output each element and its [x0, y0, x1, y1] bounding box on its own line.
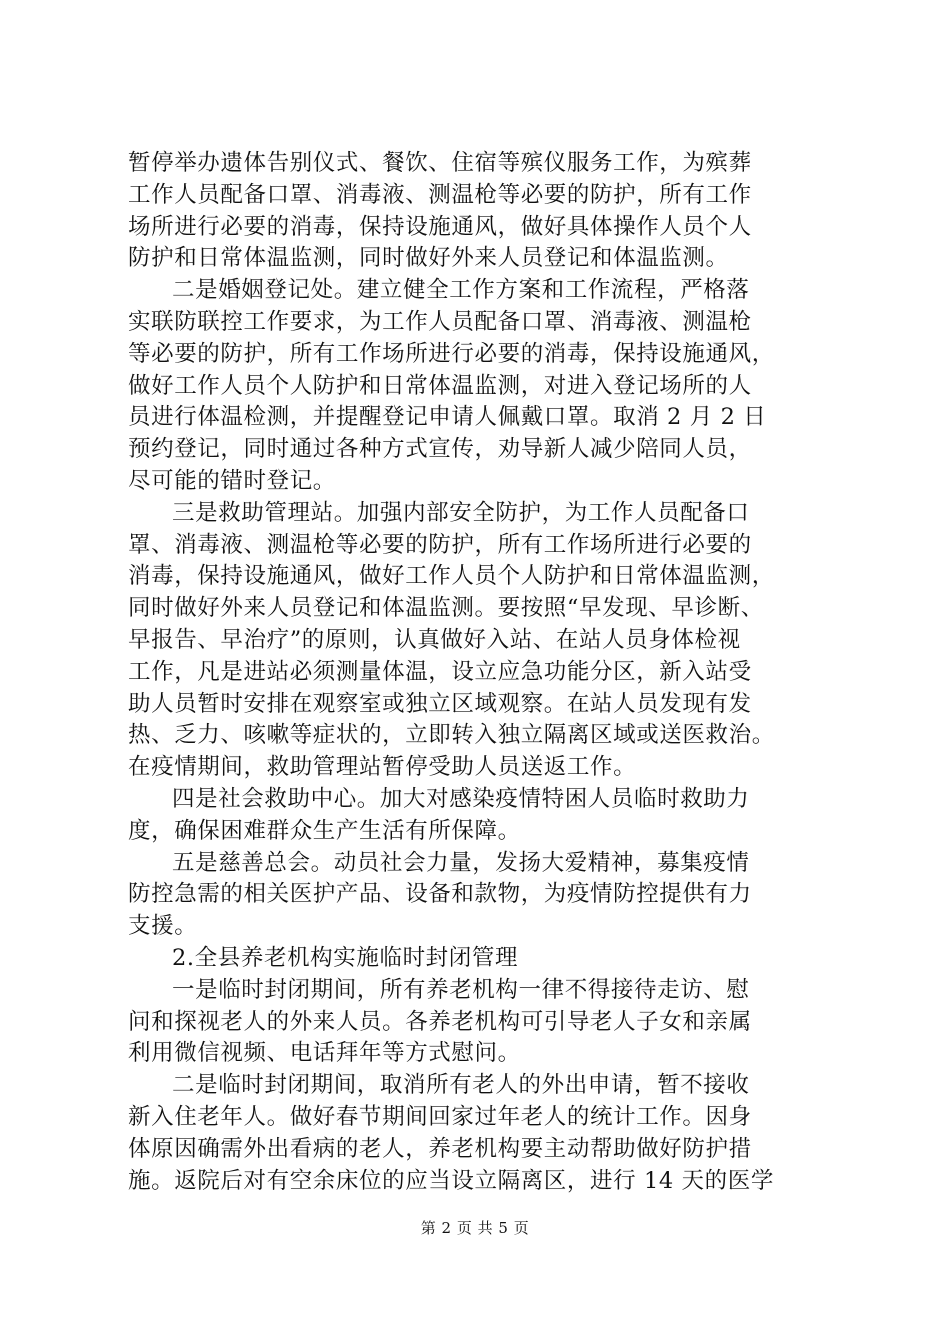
text-line: 二是婚姻登记处。建立健全工作方案和工作流程，严格落 — [172, 277, 750, 304]
text-line: 等必要的防护，所有工作场所进行必要的消毒，保持设施通风， — [128, 340, 775, 367]
text-line: 工作，凡是进站必须测量体温，设立应急功能分区，新入站受 — [128, 658, 752, 685]
text-line: 在疫情期间，救助管理站暂停受助人员送返工作。 — [128, 754, 637, 781]
text-line: 助人员暂时安排在观察室或独立区域观察。在站人员发现有发 — [128, 690, 752, 717]
text-line: 防控急需的相关医护产品、设备和款物，为疫情防控提供有力 — [128, 881, 752, 908]
text-line: 热、乏力、咳嗽等症状的，立即转入独立隔离区域或送医救治。 — [128, 722, 775, 749]
text-line: 实联防联控工作要求，为工作人员配备口罩、消毒液、测温枪 — [128, 308, 752, 335]
text-line: 体原因确需外出看病的老人，养老机构要主动帮助做好防护措 — [128, 1135, 752, 1162]
text-line: 做好工作人员个人防护和日常体温监测，对进入登记场所的人 — [128, 372, 752, 399]
text-line: 预约登记，同时通过各种方式宣传，劝导新人减少陪同人员， — [128, 436, 752, 463]
text-line: 问和探视老人的外来人员。各养老机构可引导老人子女和亲属 — [128, 1008, 752, 1035]
text-line: 消毒，保持设施通风，做好工作人员个人防护和日常体温监测， — [128, 563, 775, 590]
text-line: 暂停举办遗体告别仪式、餐饮、住宿等殡仪服务工作，为殡葬 — [128, 150, 752, 176]
text-line: 二是临时封闭期间，取消所有老人的外出申请，暂不接收 — [172, 1072, 750, 1099]
page-footer: 第 2 页 共 5 页 — [420, 1219, 530, 1237]
text-line: 一是临时封闭期间，所有养老机构一律不得接待走访、慰 — [172, 976, 750, 1003]
text-line: 2.全县养老机构实施临时封闭管理 — [172, 944, 519, 971]
text-line: 新入住老年人。做好春节期间回家过年老人的统计工作。因身 — [128, 1103, 752, 1130]
text-line: 支援。 — [128, 913, 198, 940]
text-line: 利用微信视频、电话拜年等方式慰问。 — [128, 1040, 521, 1067]
text-line: 早报告、早治疗”的原则，认真做好入站、在站人员身体检视 — [128, 626, 741, 653]
document-body — [128, 148, 828, 1197]
text-line: 三是救助管理站。加强内部安全防护，为工作人员配备口 — [172, 499, 750, 526]
text-line: 场所进行必要的消毒，保持设施通风，做好具体操作人员个人 — [128, 213, 752, 240]
text-line: 工作人员配备口罩、消毒液、测温枪等必要的防护，所有工作 — [128, 181, 752, 208]
text-line: 防护和日常体温监测，同时做好外来人员登记和体温监测。 — [128, 245, 729, 272]
text-line: 罩、消毒液、测温枪等必要的防护，所有工作场所进行必要的 — [128, 531, 752, 558]
text-line: 五是慈善总会。动员社会力量，发扬大爱精神，募集疫情 — [172, 849, 750, 876]
text-line: 四是社会救助中心。加大对感染疫情特困人员临时救助力 — [172, 785, 750, 812]
text-line: 施。返院后对有空余床位的应当设立隔离区，进行 14 天的医学 — [128, 1167, 774, 1194]
text-line: 度，确保困难群众生产生活有所保障。 — [128, 817, 521, 844]
text-line: 尽可能的错时登记。 — [128, 467, 336, 494]
text-line: 同时做好外来人员登记和体温监测。要按照“早发现、早诊断、 — [128, 595, 764, 622]
text-line: 员进行体温检测，并提醒登记申请人佩戴口罩。取消 2 月 2 日 — [128, 404, 767, 431]
